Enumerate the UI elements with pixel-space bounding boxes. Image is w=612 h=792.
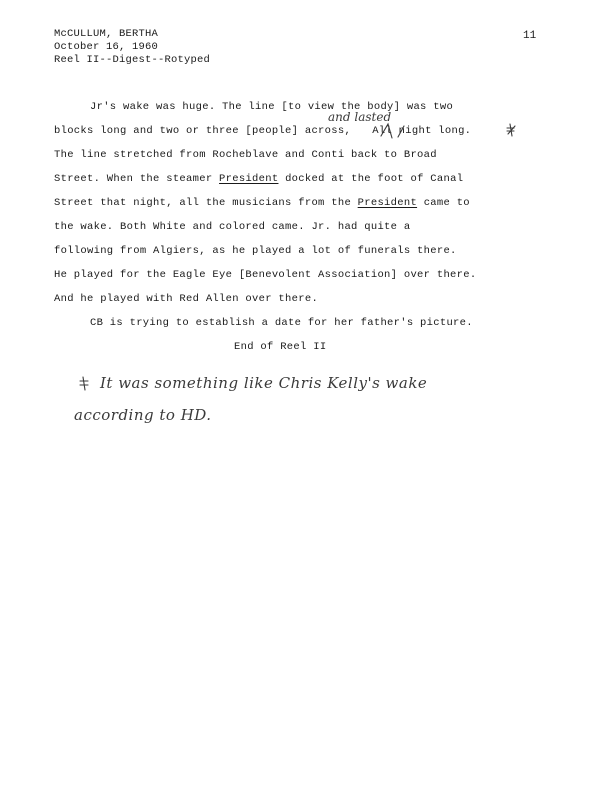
body-line-5-end: came to <box>423 197 470 209</box>
steamer-name-underlined: President <box>219 173 279 185</box>
body-line-2-end: All night long. <box>372 125 472 137</box>
body-line-1: Jr's wake was huge. The line [to view the body] was two <box>90 101 454 113</box>
body-line-4-start: Street. When the steamer <box>54 173 213 185</box>
body-line-8: He played for the Eagle Eye [Benevolent Association] over there. <box>54 269 477 281</box>
asterisk-mark <box>507 124 515 136</box>
body-line-10: CB is trying to establish a date for her father's picture. <box>90 317 473 329</box>
handwritten-insertion: and lasted <box>328 110 392 124</box>
insertion-caret-mark <box>381 124 392 138</box>
note-asterisk-mark <box>80 377 88 390</box>
header-reel: Reel II--Digest--Rotyped <box>54 54 211 66</box>
body-line-3: The line stretched from Rocheblave and Conti back to Broad <box>54 149 437 161</box>
body-line-4 <box>54 173 463 185</box>
header-date: October 16, 1960 <box>54 41 159 53</box>
header-name: McCULLUM, BERTHA <box>54 28 159 40</box>
page-number: 11 <box>523 30 537 42</box>
steamer-name-underlined-2: President <box>357 197 418 209</box>
body-line-7: following from Algiers, as he played a lot of funerals there. <box>54 245 457 257</box>
body-line-6: the wake. Both White and colored came. Jr. had quite a <box>54 221 411 233</box>
handwritten-note-line-1: It was something like Chris Kelly's wake <box>100 374 428 392</box>
body-line-4-end: docked at the foot of Canal <box>285 173 464 185</box>
handwritten-note-line-2: according to HD. <box>74 406 212 424</box>
end-of-reel: End of Reel II <box>234 341 327 353</box>
slash-mark <box>398 126 404 137</box>
body-line-5 <box>54 197 470 209</box>
body-line-2-start: blocks long and two or three [people] across, <box>54 125 352 137</box>
body-line-9: And he played with Red Allen over there. <box>54 293 319 305</box>
body-line-5-start: Street that night, all the musicians from the <box>54 197 352 209</box>
